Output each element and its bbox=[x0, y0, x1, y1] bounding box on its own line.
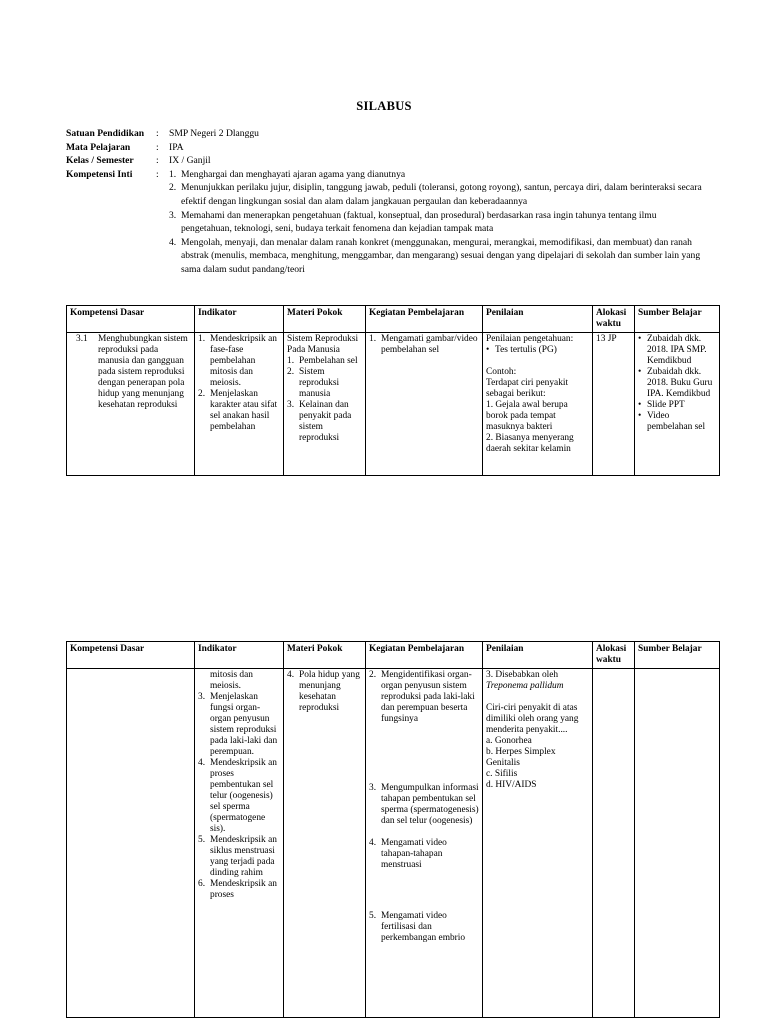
list-number: 1. bbox=[287, 356, 295, 366]
cell-alokasi: 13 JP bbox=[593, 333, 635, 476]
indikator-text: Mendeskripsik an fase-fase pembelahan mitosis dan meiosis. bbox=[210, 334, 277, 388]
header-kegiatan: Kegiatan Pembelajaran bbox=[366, 642, 483, 669]
info-colon: : bbox=[156, 141, 159, 153]
ki-text: Memahami dan menerapkan pengetahuan (faktual, konseptual, dan prosedural) berdasarkan rasa ingin tahunya tentang ilmu pengetahuan, teknologi, seni, budaya terkait fenomena dan kejadian tampak mata bbox=[181, 209, 657, 235]
kegiatan-text: Mengumpulkan informasi tahapan pembentukan sel sperma (spermatogenesis) dan sel telur (oogenesis) bbox=[381, 783, 479, 826]
header-sumber: Sumber Belajar bbox=[635, 306, 720, 333]
syllabus-table-page-2 bbox=[66, 641, 720, 1018]
info-row-mapel bbox=[66, 141, 706, 155]
bullet-icon: • bbox=[638, 334, 642, 344]
ki-number: 3. bbox=[169, 209, 177, 221]
info-value: SMP Negeri 2 Dlanggu bbox=[169, 128, 259, 139]
list-number: 5. bbox=[198, 835, 206, 845]
header-kompetensi-dasar: Kompetensi Dasar bbox=[67, 306, 195, 333]
ki-text: Menunjukkan perilaku jujur, disiplin, tanggung jawab, peduli (toleransi, gotong royong), santun, percaya diri, dalam berinteraksi secara efektif dengan lingkungan sosial dan alam dalam jangkauan pergaulan dan keberadaannya bbox=[181, 182, 702, 207]
penilaian-option: d. HIV/AIDS bbox=[486, 780, 537, 790]
penilaian-item: 3. Disebabkan oleh bbox=[486, 670, 559, 680]
list-number: 6. bbox=[198, 879, 206, 889]
materi-text: Pembelahan sel bbox=[299, 356, 358, 366]
header-indikator: Indikator bbox=[195, 306, 284, 333]
info-colon: : bbox=[156, 168, 159, 180]
header-indikator: Indikator bbox=[195, 642, 284, 669]
ki-item bbox=[169, 236, 706, 277]
list-number: 3. bbox=[198, 692, 206, 702]
indikator-text: Mendeskripsik an siklus menstruasi yang terjadi pada dinding rahim bbox=[210, 835, 277, 878]
sumber-text: Zubaidah dkk. 2018. IPA SMP. Kemdikbud bbox=[647, 334, 707, 366]
header-kegiatan: Kegiatan Pembelajaran bbox=[366, 306, 483, 333]
cell-indikator bbox=[195, 669, 284, 1018]
indikator-text: Mendeskripsik an proses bbox=[210, 879, 277, 900]
list-number: 4. bbox=[369, 838, 377, 848]
cell-kegiatan bbox=[366, 333, 483, 476]
sumber-text: Video pembelahan sel bbox=[647, 411, 706, 432]
indikator-text: Menjelaskan karakter atau sifat sel anakan hasil pembelahan bbox=[210, 389, 278, 432]
cell-indikator bbox=[195, 333, 284, 476]
indikator-text: Menjelaskan fungsi organ-organ penyusun sistem reproduksi pada laki-laki dan perempuan. bbox=[210, 692, 278, 757]
materi-title: Sistem Reproduksi Pada Manusia bbox=[287, 334, 359, 355]
info-label: Kompetensi Inti bbox=[66, 168, 133, 180]
info-row-kelas bbox=[66, 154, 706, 168]
cell-penilaian bbox=[483, 669, 593, 1018]
cell-materi-pokok bbox=[284, 669, 366, 1018]
list-number: 1. bbox=[369, 334, 377, 344]
header-alokasi: Alokasi waktu bbox=[593, 642, 635, 669]
indikator-text: Mendeskripsik an proses pembentukan sel telur (oogenesis) sel sperma (spermatogene sis). bbox=[210, 758, 277, 834]
penilaian-intro: Penilaian pengetahuan: bbox=[486, 334, 574, 344]
page-title: SILABUS bbox=[356, 99, 412, 113]
info-label: Mata Pelajaran bbox=[66, 141, 131, 153]
list-number: 5. bbox=[369, 911, 377, 921]
cell-alokasi bbox=[593, 669, 635, 1018]
ki-item bbox=[169, 209, 706, 236]
bullet-icon: • bbox=[638, 367, 642, 377]
ki-number: 4. bbox=[169, 236, 177, 248]
materi-text: Pola hidup yang menunjang kesehatan reproduksi bbox=[299, 670, 360, 713]
sumber-text: Slide PPT bbox=[647, 400, 685, 410]
bullet-icon: • bbox=[638, 400, 642, 410]
kegiatan-text: Mengamati video fertilisasi dan perkembangan embrio bbox=[381, 911, 466, 943]
header-kompetensi-dasar: Kompetensi Dasar bbox=[67, 642, 195, 669]
info-label: Kelas / Semester bbox=[66, 155, 134, 167]
kd-text: Menghubungkan sistem reproduksi pada manusia dan gangguan pada sistem reproduksi dengan penerapan pola hidup yang menunjang kesehatan reproduksi bbox=[98, 334, 188, 410]
header-materi-pokok: Materi Pokok bbox=[284, 642, 366, 669]
info-label: Satuan Pendidikan bbox=[66, 128, 145, 139]
indikator-continued: mitosis dan meiosis. bbox=[210, 670, 253, 691]
identity-block bbox=[66, 127, 706, 277]
ki-text: Menghargai dan menghayati ajaran agama yang dianutnya bbox=[181, 168, 406, 180]
penilaian-bullet: Tes tertulis (PG) bbox=[495, 345, 557, 355]
cell-penilaian bbox=[483, 333, 593, 476]
kegiatan-text: Mengamati gambar/video pembelahan sel bbox=[381, 334, 478, 355]
table-header-row bbox=[67, 306, 720, 333]
penilaian-contoh: Contoh: bbox=[486, 367, 517, 377]
list-number: 2. bbox=[198, 389, 206, 399]
list-number: 3. bbox=[287, 400, 295, 410]
penilaian-option: b. Herpes Simplex Genitalis bbox=[486, 747, 556, 768]
cell-kompetensi-dasar bbox=[67, 669, 195, 1018]
header-materi-pokok: Materi Pokok bbox=[284, 306, 366, 333]
list-number: 2. bbox=[287, 367, 295, 377]
header-penilaian: Penilaian bbox=[483, 306, 593, 333]
info-colon: : bbox=[156, 155, 159, 167]
ki-list bbox=[169, 168, 706, 277]
header-alokasi: Alokasi waktu bbox=[593, 306, 635, 333]
table-row bbox=[67, 333, 720, 476]
bullet-icon: • bbox=[486, 345, 490, 355]
table-header-row bbox=[67, 642, 720, 669]
info-row-ki bbox=[66, 168, 706, 277]
cell-materi-pokok bbox=[284, 333, 366, 476]
penilaian-question: Ciri-ciri penyakit di atas dimiliki oleh orang yang menderita penyakit.... bbox=[486, 703, 579, 735]
penilaian-option: c. Sifilis bbox=[486, 769, 518, 779]
list-number: 2. bbox=[369, 670, 377, 680]
cell-sumber bbox=[635, 669, 720, 1018]
syllabus-table-page-1 bbox=[66, 305, 720, 476]
info-value: IPA bbox=[169, 141, 184, 153]
cell-kompetensi-dasar bbox=[67, 333, 195, 476]
ki-number: 1. bbox=[169, 168, 177, 180]
kegiatan-text: Mengamati video tahapan-tahapan menstruasi bbox=[381, 838, 447, 870]
ki-item bbox=[169, 181, 706, 208]
bullet-icon: • bbox=[638, 411, 642, 421]
info-row-satuan bbox=[66, 127, 706, 141]
info-colon: : bbox=[156, 128, 159, 139]
penilaian-item: 2. Biasanya menyerang daerah sekitar kelamin bbox=[486, 433, 574, 454]
kd-number: 3.1 bbox=[76, 334, 88, 344]
kegiatan-text: Mengidentifikasi organ-organ penyusun sistem reproduksi pada laki-laki dan perempuan beserta fungsinya bbox=[381, 670, 475, 724]
penilaian-soal: Terdapat ciri penyakit sebagai berikut: bbox=[486, 378, 569, 399]
list-number: 1. bbox=[198, 334, 206, 344]
sumber-text: Zubaidah dkk. 2018. Buku Guru IPA. Kemdikbud bbox=[647, 367, 713, 399]
ki-number: 2. bbox=[169, 182, 177, 194]
materi-text: Sistem reproduksi manusia bbox=[299, 367, 340, 399]
materi-text: Kelainan dan penyakit pada sistem reproduksi bbox=[299, 400, 352, 443]
penilaian-item: 1. Gejala awal berupa borok pada tempat masuknya bakteri bbox=[486, 400, 568, 432]
penilaian-option: a. Gonorhea bbox=[486, 736, 532, 746]
cell-kegiatan bbox=[366, 669, 483, 1018]
list-number: 4. bbox=[198, 758, 206, 768]
list-number: 4. bbox=[287, 670, 295, 680]
info-value: IX / Ganjil bbox=[169, 155, 211, 167]
cell-sumber bbox=[635, 333, 720, 476]
ki-item bbox=[169, 168, 706, 182]
header-sumber: Sumber Belajar bbox=[635, 642, 720, 669]
ki-text: Mengolah, menyaji, dan menalar dalam ranah konkret (menggunakan, mengurai, merangkai, memodifikasi, dan membuat) dan ranah abstrak (menulis, membaca, menghitung, menggambar, dan mengarang) sesuai dengan yang dipelajari di sekolah dan sumber lain yang sama dalam sudut pandang/teori bbox=[181, 236, 701, 275]
list-number: 3. bbox=[369, 783, 377, 793]
table-row bbox=[67, 669, 720, 1018]
penilaian-italic: Treponema pallidum bbox=[486, 681, 564, 691]
header-penilaian: Penilaian bbox=[483, 642, 593, 669]
